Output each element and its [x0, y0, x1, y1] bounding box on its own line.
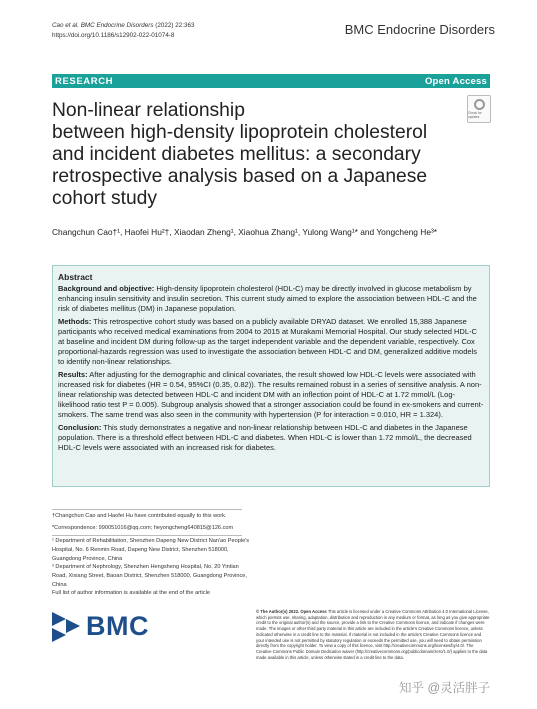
title-line: retrospective analysis based on a Japanese	[52, 166, 428, 187]
title-line: between high-density lipoprotein cholesterol	[52, 122, 428, 143]
watermark: 知乎 @灵活胖子	[399, 681, 491, 695]
doi-link[interactable]: https://doi.org/10.1186/s12902-022-01074-8	[52, 32, 175, 39]
check-for-updates-button[interactable]	[467, 95, 491, 123]
footnote-divider	[52, 509, 242, 510]
citation-header	[52, 21, 194, 41]
section-banner	[52, 74, 490, 88]
section-text: This retrospective cohort study was based on a publicly available DRYAD dataset. We enrolled 15,388 Japanese participants who received medical examinations from 2004 to 2015 at Murakami Memorial Hospital. Our study selected HDL-C at baseline and incident DM during follow-up as the target independent variable and the dependent variable, respectively. Cox proportional-hazards regression was used to investigate the association between HDL-C and DM, generalized additive models to identify non-linear relationships.	[58, 317, 477, 366]
bmc-logo-text: BMC	[86, 611, 149, 641]
author-list: Changchun Cao†¹, Haofei Hu²†, Xiaodan Zheng¹, Xiaohua Zhang¹, Yulong Wang¹* and Yongcheng He³*	[52, 227, 438, 237]
bmc-logo-icon	[52, 612, 80, 642]
footnote-full-list: Full list of author information is available at the end of the article	[52, 590, 210, 596]
section-text: High-density lipoprotein cholesterol (HDL-C) may be directly involved in glucose metabolism by enhancing insulin sensitivity and insulin secretion. This current study aimed to explore the association between HDL-C and the risk of diabetes mellitus (DM) in Japanese population.	[58, 284, 477, 313]
license-body: This article is licensed under a Creative Commons Attribution 4.0 International License, which permits use, sharing, adaptation, distribution and reproduction in any medium or format, as long as you give appropriate credit to the original author(s) and the source, provide a link to the Creative Commons licence, and indicate if changes were made. The images or other third party material in this article are included in the article's Creative Commons licence, unless indicated otherwise in a credit line to the material. If material is not included in the article's Creative Commons licence and your intended use is not permitted by statutory regulation or exceeds the permitted use, you will need to obtain permission directly from the copyright holder. To view a copy of this licence, visit http://creativecommons.org/licenses/by/4.0/. The Creative Commons Public Domain Dedication waiver (http://creativecommons.org/publicdomain/zero/1.0/) applies to the data made available in this article, unless otherwise stated in a credit line to the data.	[256, 609, 490, 660]
license-lead: © The Author(s) 2022. Open Access	[256, 609, 327, 614]
footnote-contrib: †Changchun Cao and Haofei Hu have contributed equally to this work.	[52, 513, 227, 519]
title-line: Non-linear relationship	[52, 100, 245, 121]
footnote-correspondence: *Correspondence: 990051016@qq.com; heyongcheng640815@126.com	[52, 525, 234, 531]
section-label: Background and objective:	[58, 284, 155, 293]
abstract-section-results	[58, 370, 484, 420]
title-line: and incident diabetes mellitus: a secondary	[52, 144, 421, 165]
section-text: After adjusting for the demographic and clinical covariates, the result showed low HDL-C levels were associated with increased risk for diabetes (HR = 0.54, 95%CI (0.35, 0.82)). The results remained robust in a series of sensitive analysis. A non-linear relationship was detected between HDL-C and incident DM with an inflection point of HDL-C at 1.72 mmol/L (Log-likelihood ratio test P = 0.005). Subgroup analysis showed that a stronger association could be found in ex-smokers and current-smokers. The same trend was also seen in the community with hypertension (P for interaction = 0.010, HR = 1.324).	[58, 370, 484, 419]
bmc-logo	[52, 611, 149, 642]
citation-journal: BMC Endocrine Disorders	[80, 22, 154, 29]
section-text: This study demonstrates a negative and non-linear relationship between HDL-C and diabetes in the Japanese population. There is a threshold effect between HDL-C and diabetes. When HDL-C is lower than 1.72 mmol/L, the decreased HDL-C levels were associated with an increased risk for diabetes.	[58, 423, 472, 452]
abstract-heading: Abstract	[58, 272, 93, 282]
check-updates-icon	[474, 99, 485, 110]
section-label: Conclusion:	[58, 423, 102, 432]
abstract-section-methods	[58, 317, 484, 367]
abstract-section-conclusion	[58, 423, 484, 453]
journal-name: BMC Endocrine Disorders	[344, 22, 495, 37]
citation-year-volume: (2022) 22:363	[155, 22, 195, 29]
check-updates-text: Check for updates	[468, 111, 482, 119]
footnote-divider	[52, 535, 242, 536]
section-label: Results:	[58, 370, 88, 379]
citation-authors: Cao et al.	[52, 22, 79, 29]
section-label: RESEARCH	[55, 75, 114, 87]
title-line: cohort study	[52, 188, 158, 209]
footnote-affiliation-2: ³ Department of Nephrology, Shenzhen Hengsheng Hospital, No. 20 Yintian Road, Xixiang Street, Baoan District, Shenzhen 518000, Guangdong Province, China	[52, 564, 247, 588]
license-text	[256, 609, 490, 660]
abstract-section-background	[58, 284, 484, 314]
footnote-affiliation-1: ¹ Department of Rehabilitation, Shenzhen Dapeng New District Nan'ao People's Hospital, No. 6 Renmin Road, Dapeng New District, Shenzhen 518000, Guangdong Province, China	[52, 538, 250, 562]
article-title	[52, 100, 467, 210]
section-label: Methods:	[58, 317, 92, 326]
open-access-label: Open Access	[424, 75, 487, 87]
abstract-box	[52, 265, 490, 487]
